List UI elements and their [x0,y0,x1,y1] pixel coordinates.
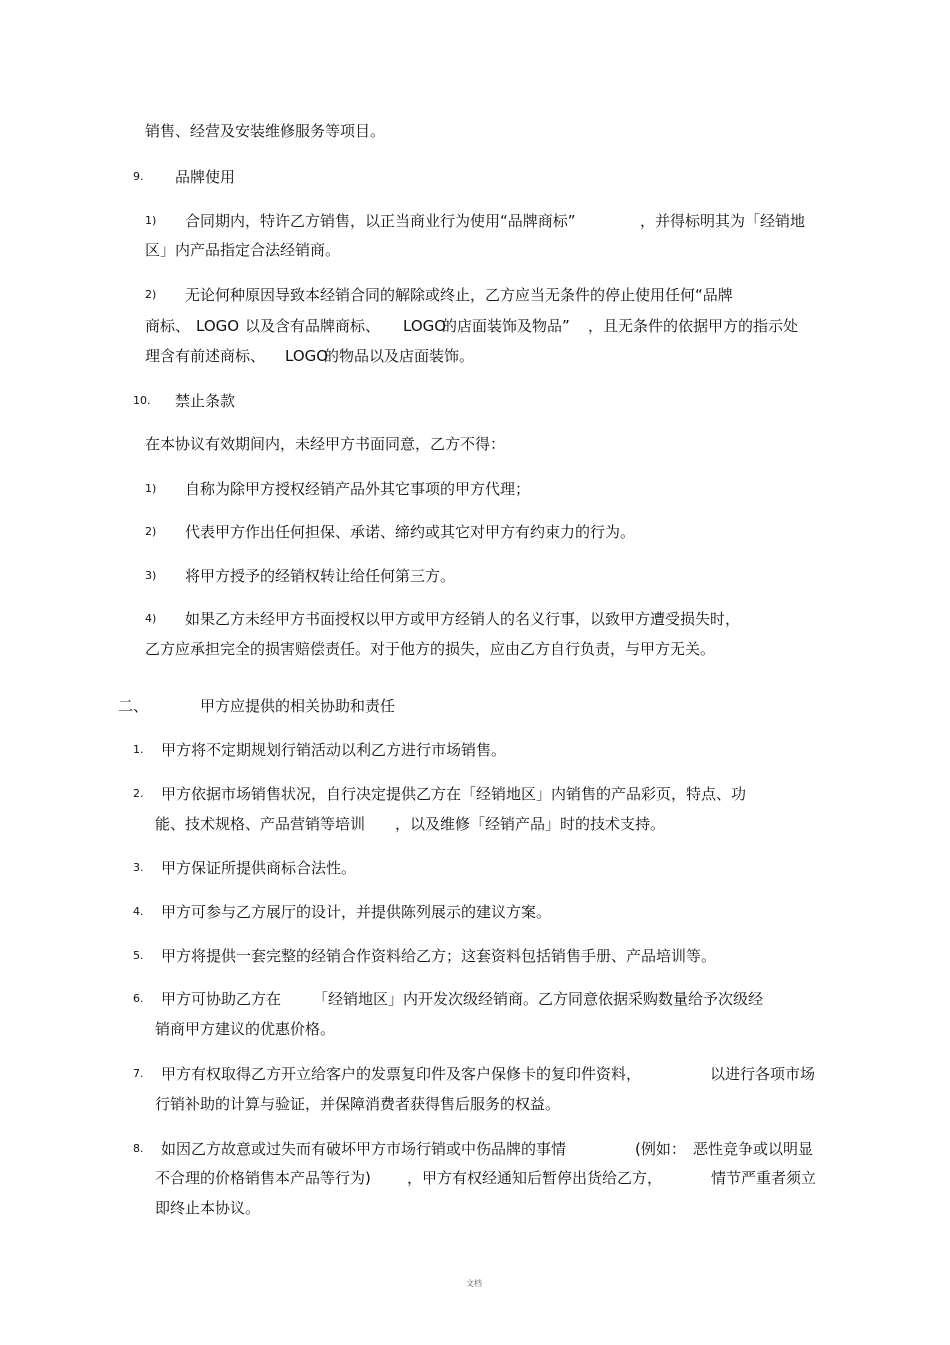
clause-heading: 品牌使用 [175,168,236,186]
item-number: 2) [145,288,157,301]
clause-number: 10. [133,394,151,407]
item-number: 1) [145,482,157,495]
text-line: 以进行各项市场 [710,1065,816,1083]
text-line: 代表甲方作出任何担保、承诺、缔约或其它对甲方有约束力的行为。 [185,523,636,541]
item-number: 4) [145,612,157,625]
item-number: 3. [133,861,144,874]
text-line: 恶性竞争或以明显 [693,1140,814,1158]
page-footer: 文档 [466,1279,482,1288]
item-number: 1. [133,743,144,756]
item-number: 2) [145,525,157,538]
item-number: 3) [145,569,157,582]
item-number: 7. [133,1067,144,1080]
text-line: 以及含有品牌商标、 [245,317,381,335]
text-line: 「经销地区」内开发次级经销商。乙方同意依据采购数量给予次级经 [313,990,764,1008]
text-line: 甲方保证所提供商标合法性。 [161,859,357,877]
text-line: 乙方应承担完全的损害赔偿责任。对于他方的损失，应由乙方自行负责，与甲方无关。 [145,640,716,658]
item-number: 2. [133,787,144,800]
text-line: ，以及维修「经销产品」时的技术支持。 [395,815,666,833]
text-line: 商标、 [145,317,191,335]
text-line: 甲方将提供一套完整的经销合作资料给乙方；这套资料包括销售手册、产品培训等。 [161,947,717,965]
text-line: 甲方将不定期规划行销活动以利乙方进行市场销售。 [161,741,507,759]
text-line: 无论何种原因导致本经销合同的解除或终止，乙方应当无条件的停止使用任何“品牌 [185,286,733,304]
text-line: 的物品以及店面装饰。 [324,347,475,365]
text-line: 合同期内，特许乙方销售，以正当商业行为使用“品牌商标” [185,212,576,230]
item-number: 5. [133,949,144,962]
text-line: 自称为除甲方授权经销产品外其它事项的甲方代理； [185,480,531,498]
text-line: ，且无条件的依据甲方的指示处 [588,317,799,335]
text-line: 区」内产品指定合法经销商。 [145,241,341,259]
clause-number: 9. [133,170,144,183]
item-number: 4. [133,905,144,918]
text-line: ，并得标明其为「经销地 [640,212,806,230]
item-number: 1) [145,214,157,227]
text-line: 不合理的价格销售本产品等行为) [155,1169,371,1187]
clause-heading: 禁止条款 [175,392,236,410]
text-line: LOGO [196,317,240,335]
text-line: 在本协议有效期间内，未经甲方书面同意，乙方不得： [145,435,506,453]
text-line: 如因乙方故意或过失而有破坏甲方市场行销或中伤品牌的事情 [161,1140,567,1158]
item-number: 8. [133,1142,144,1155]
text-line: 的店面装饰及物品” [442,317,570,335]
text-line: 甲方可参与乙方展厅的设计，并提供陈列展示的建议方案。 [161,903,552,921]
text-line: 理含有前述商标、 [145,347,266,365]
text-line: 即终止本协议。 [155,1199,261,1217]
text-line: LOGO [285,347,329,365]
text-line: LOGO [403,317,447,335]
text-line: 如果乙方未经甲方书面授权以甲方或甲方经销人的名义行事，以致甲方遭受损失时， [185,610,741,628]
text-line: ，甲方有权经通知后暂停出货给乙方， [407,1169,663,1187]
text-line: (例如： [635,1140,686,1158]
item-number: 6. [133,992,144,1005]
text-line: 甲方可协助乙方在 [161,990,282,1008]
text-line: 将甲方授予的经销权转让给任何第三方。 [185,567,456,585]
text-line: 情节严重者须立 [711,1169,817,1187]
text-line: 销售、经营及安装维修服务等项目。 [145,122,386,140]
text-line: 能、技术规格、产品营销等培训 [155,815,366,833]
section-heading: 甲方应提供的相关协助和责任 [200,697,396,715]
text-line: 行销补助的计算与验证，并保障消费者获得售后服务的权益。 [155,1095,561,1113]
text-line: 甲方依据市场销售状况，自行决定提供乙方在「经销地区」内销售的产品彩页，特点、功 [161,785,747,803]
section-number: 二、 [118,697,149,715]
text-line: 销商甲方建议的优惠价格。 [155,1020,336,1038]
text-line: 甲方有权取得乙方开立给客户的发票复印件及客户保修卡的复印件资料， [161,1065,642,1083]
